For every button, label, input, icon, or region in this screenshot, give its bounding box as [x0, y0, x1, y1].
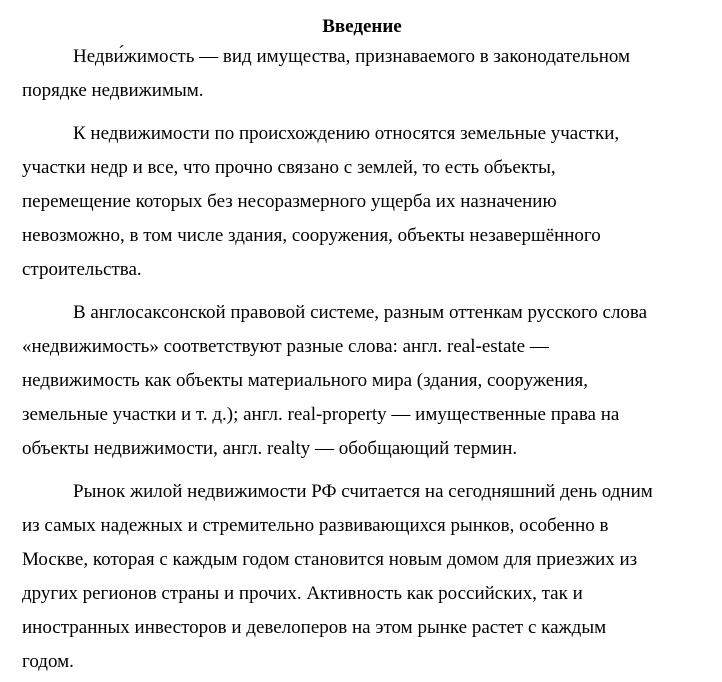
paragraph-line: объекты недвижимости, англ. realty — обобщающий термин. — [22, 438, 518, 459]
paragraph-line: Москве, которая с каждым годом становится новым домом для приезжих из — [22, 549, 638, 570]
paragraph-line: земельные участки и т. д.); англ. real-property — имущественные права на — [22, 404, 620, 425]
paragraph-line: «недвижимость» соответствуют разные слова: англ. real-estate — — [22, 336, 549, 357]
paragraph-line: Рынок жилой недвижимости РФ считается на сегодняшний день одним — [73, 481, 653, 502]
paragraph — [22, 40, 712, 108]
paragraph-line: строительства. — [22, 259, 142, 280]
paragraph — [22, 117, 712, 287]
paragraph-line: иностранных инвесторов и девелоперов на этом рынке растет с каждым — [22, 617, 607, 638]
paragraph-line: Недви́жимость — вид имущества, признаваемого в законодательном — [73, 46, 631, 67]
paragraph — [22, 475, 712, 679]
paragraph — [22, 296, 712, 466]
paragraph-line: других регионов страны и прочих. Активность как российских, так и — [22, 583, 583, 604]
paragraph-line: из самых надежных и стремительно развивающихся рынков, особенно в — [22, 515, 609, 536]
paragraph-line: К недвижимости по происхождению относятся земельные участки, — [73, 123, 620, 144]
document-title: Введение — [322, 16, 402, 37]
paragraph-line: участки недр и все, что прочно связано с землей, то есть объекты, — [22, 157, 556, 178]
document-body — [22, 40, 712, 679]
paragraph-line: невозможно, в том числе здания, сооружения, объекты незавершённого — [22, 225, 601, 246]
paragraph-line: В англосаксонской правовой системе, разным оттенкам русского слова — [73, 302, 648, 323]
paragraph-line: порядке недвижимым. — [22, 80, 204, 101]
paragraph-line: перемещение которых без несоразмерного ущерба их назначению — [22, 191, 557, 212]
paragraph-line: недвижимость как объекты материального мира (здания, сооружения, — [22, 370, 589, 391]
paragraph-line: годом. — [22, 651, 74, 672]
